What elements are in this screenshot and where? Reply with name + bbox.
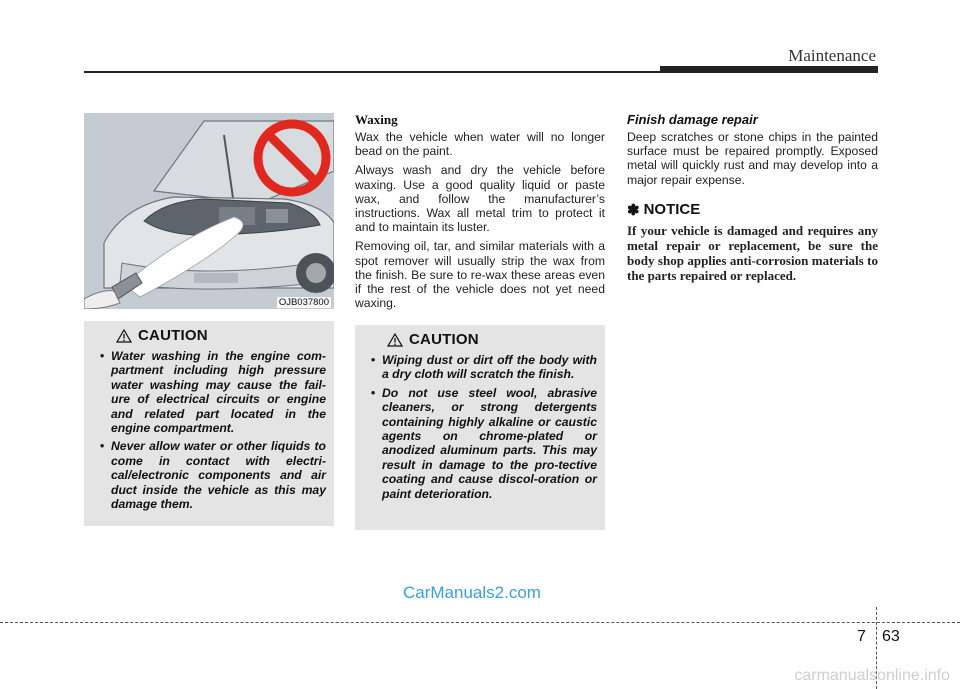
caution-list xyxy=(92,349,326,511)
caution-box-body-care xyxy=(355,325,605,530)
caution-item: • Water washing in the engine com-partment including high pressure water washing may cause the fail-ure of electrical circuits or engine and related part located in the engine compartment. xyxy=(92,349,326,435)
waxing-paragraph: Removing oil, tar, and similar materials with a spot remover will usually strip the wax from the finish. Be sure to re-wax these areas even if the rest of the vehicle does not yet need waxing. xyxy=(355,239,605,311)
waxing-heading: Waxing xyxy=(355,112,398,127)
figure-code: OJB037800 xyxy=(278,297,329,308)
header-title: Maintenance xyxy=(788,46,876,65)
caution-title: CAUTION xyxy=(409,331,479,348)
notice-title: NOTICE xyxy=(643,201,701,219)
notice-header xyxy=(627,201,878,219)
warning-triangle-icon xyxy=(387,333,403,347)
caution-item: • Wiping dust or dirt off the body with a dry cloth will scratch the finish. xyxy=(363,353,597,382)
chapter-number: 7 xyxy=(857,628,866,645)
waxing-paragraph: Wax the vehicle when water will no longer bead on the paint. xyxy=(355,130,605,159)
source-watermark: carmanualsonline.info xyxy=(794,667,950,684)
waxing-section xyxy=(355,112,605,315)
caution-header xyxy=(116,327,326,344)
finish-damage-paragraph: Deep scratches or stone chips in the painted surface must be repaired promptly. Exposed metal will quickly rust and may develop into a major repair expense. xyxy=(627,130,878,187)
watermark-link[interactable]: CarManuals2.com xyxy=(403,583,541,602)
caution-item: • Never allow water or other liquids to come in contact with electri-cal/electronic components and air duct inside the vehicle as this may damage them. xyxy=(92,439,326,511)
header-rule-thick xyxy=(660,66,878,73)
page-number: 63 xyxy=(882,628,900,645)
notice-text: If your vehicle is damaged and requires any metal repair or replacement, be sure the body shop applies anti-corrosion materials to the parts repaired or replaced. xyxy=(627,222,878,283)
engine-wash-drawing xyxy=(84,113,334,309)
engine-wash-illustration xyxy=(84,113,334,309)
footer-divider xyxy=(0,622,960,623)
header-rule xyxy=(84,71,664,73)
caution-header xyxy=(387,331,597,348)
caution-list xyxy=(363,353,597,501)
caution-item: • Do not use steel wool, abrasive cleaners, or strong detergents containing highly alkaline or caustic agents on chrome-plated or anodized aluminum parts. This may result in damage to the pro-tective coating and cause discol-oration or paint deterioration. xyxy=(363,386,597,501)
notice-star-icon: ✽ xyxy=(627,201,640,219)
caution-box-engine-washing xyxy=(84,321,334,526)
warning-triangle-icon xyxy=(116,329,132,343)
waxing-paragraph: Always wash and dry the vehicle before waxing. Use a good quality liquid or paste wax, and follow the manufacturer’s instructions. Wax all metal trim to protect it and to maintain its luster. xyxy=(355,163,605,235)
finish-damage-section xyxy=(627,112,878,283)
finish-damage-heading: Finish damage repair xyxy=(627,112,758,127)
caution-title: CAUTION xyxy=(138,327,208,344)
